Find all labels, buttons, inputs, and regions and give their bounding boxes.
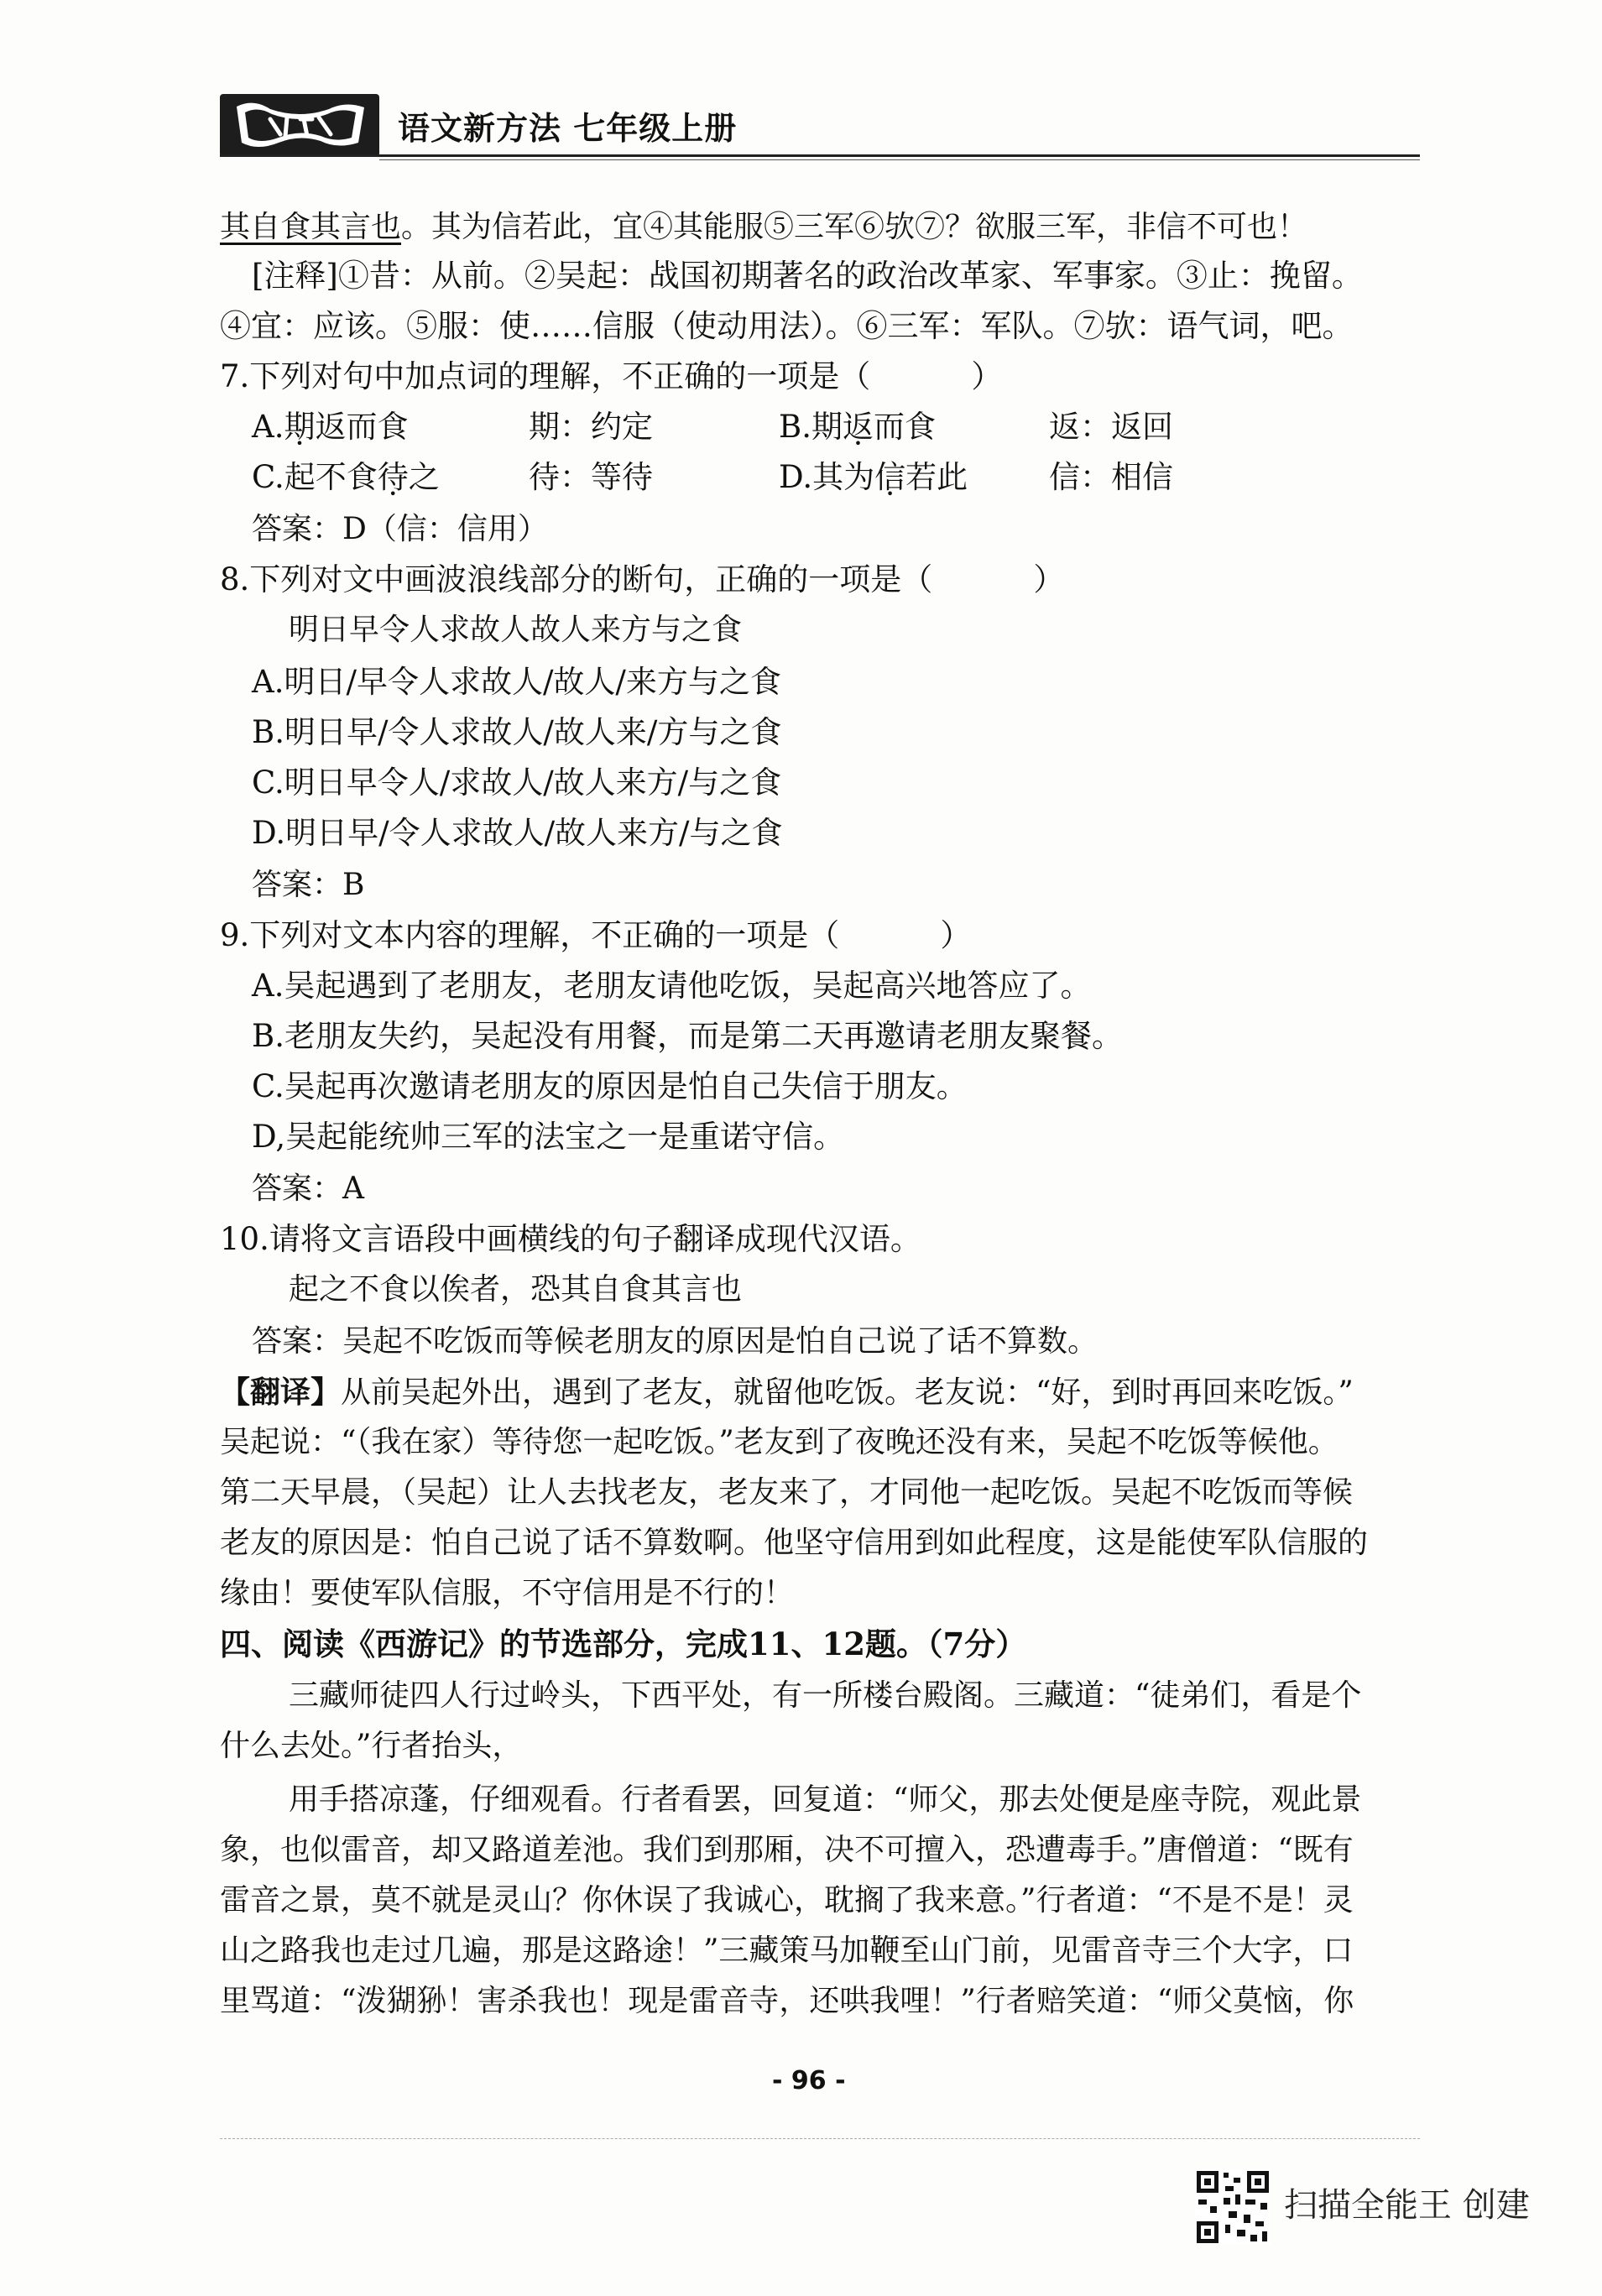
section-4-line-3: 用手搭凉蓬，仔细观看。行者看罢，回复道：“师父，那去处便是座寺院，观此景 [289, 1782, 1362, 1817]
section-4-line-2: 什么去处。”行者抬头， [220, 1729, 523, 1763]
section-4-line-5: 雷音之景，莫不就是灵山？你休误了我诚心，耽搁了我来意。”行者道：“不是不是！灵 [220, 1883, 1354, 1918]
question-9-stem: 9.下列对文本内容的理解，不正确的一项是（ ） [220, 917, 972, 953]
footer-rule [220, 2138, 1420, 2140]
q8-option-a: A.明日/早令人求故人/故人/来方与之食 [252, 664, 781, 700]
header-title: 语文新方法 七年级上册 [398, 110, 738, 147]
logo-emblem-icon [220, 94, 379, 157]
question-10-stem: 10.请将文言语段中画横线的句子翻译成现代汉语。 [220, 1221, 921, 1257]
translation-line-4: 老友的原因是：怕自己说了话不算数啊。他坚守信用到如此程度，这是能使军队信服的 [220, 1526, 1369, 1560]
q7-option-a: A.期返而食 [252, 409, 409, 445]
q8-option-b: B.明日早/令人求故人/故人来/方与之食 [252, 714, 782, 750]
q9-option-c: C.吴起再次邀请老朋友的原因是怕自己失信于朋友。 [252, 1068, 968, 1104]
q8-option-d: D.明日早/令人求故人/故人来方/与之食 [252, 815, 783, 851]
q7-option-c-gloss: 待：等待 [529, 459, 653, 495]
q7-option-b: B.期返而食 [779, 409, 936, 445]
q7-option-c: C.起不食待之 [252, 459, 440, 495]
section-4-line-6: 山之路我也走过几遍，那是这路途！”三藏策马加鞭至山门前，见雷音寺三个大字，口 [220, 1933, 1354, 1968]
passage-end: 其自食其言也。其为信若此，宜④其能服⑤三军⑥欤⑦？欲服三军，非信不可也！ [220, 210, 1308, 244]
header-rule-thin [379, 159, 1420, 160]
qr-code-icon [1195, 2169, 1271, 2245]
question-7-stem: 7.下列对句中加点词的理解，不正确的一项是（ ） [220, 358, 1003, 394]
q10-sentence: 起之不食以俟者，恐其自食其言也 [289, 1272, 743, 1307]
translation-line-2: 吴起说：“（我在家）等待您一起吃饭。”老友到了夜晚还没有来，吴起不吃饭等候他。 [220, 1425, 1338, 1459]
q10-answer: 答案：吴起不吃饭而等候老朋友的原因是怕自己说了话不算数。 [252, 1324, 1098, 1359]
q9-option-b: B.老朋友失约，吴起没有用餐，而是第二天再邀请老朋友聚餐。 [252, 1018, 1123, 1054]
section-4-heading: 四、阅读《西游记》的节选部分，完成11、12题。（7分） [220, 1625, 1027, 1662]
q9-answer: 答案：A [252, 1171, 364, 1206]
note-line-1: [注释]①昔：从前。②吴起：战国初期著名的政治改革家、军事家。③止：挽留。 [252, 258, 1363, 294]
section-4-line-7: 里骂道：“泼猢狲！害杀我也！现是雷音寺，还哄我哩！”行者赔笑道：“师父莫恼，你 [220, 1984, 1354, 2018]
q7-answer: 答案：D（信：信用） [252, 512, 548, 546]
q8-sentence: 明日早令人求故人故人来方与之食 [289, 613, 743, 647]
q9-option-a: A.吴起遇到了老朋友，老朋友请他吃饭，吴起高兴地答应了。 [252, 968, 1092, 1004]
section-4-line-1: 三藏师徒四人行过岭头，下西平处，有一所楼台殿阁。三藏道：“徒弟们，看是个 [289, 1678, 1362, 1713]
translation-line-1: 【翻译】从前吴起外出，遇到了老友，就留他吃饭。老友说：“好，到时再回来吃饭。” [220, 1375, 1354, 1410]
translation-line-3: 第二天早晨，（吴起）让人去找老友，老友来了，才同他一起吃饭。吴起不吃饭而等候 [220, 1475, 1354, 1510]
q7-option-d-gloss: 信：相信 [1049, 459, 1173, 495]
logo [220, 94, 379, 157]
q9-option-d: D,吴起能统帅三军的法宝之一是重诺守信。 [252, 1119, 845, 1155]
page-number: - 96 - [772, 2066, 846, 2095]
header-rule [220, 154, 1420, 157]
q8-option-c: C.明日早令人/求故人/故人来方/与之食 [252, 764, 782, 801]
page-header [220, 94, 1420, 157]
q7-option-a-gloss: 期：约定 [529, 409, 653, 445]
underlined-sentence: 其自食其言也 [220, 210, 402, 244]
question-8-stem: 8.下列对文中画波浪线部分的断句，正确的一项是（ ） [220, 561, 1065, 597]
q7-option-d: D.其为信若此 [779, 459, 968, 495]
translation-label: 【翻译】 [220, 1375, 342, 1410]
scanner-watermark: 扫描全能王 创建 [1284, 2186, 1530, 2225]
translation-line-5: 缘由！要使军队信服，不守信用是不行的！ [220, 1576, 795, 1610]
section-4-line-4: 象，也似雷音，却又路道差池。我们到那厢，决不可擅入，恐遭毒手。”唐僧道：“既有 [220, 1833, 1354, 1867]
q7-option-b-gloss: 返：返回 [1049, 409, 1173, 445]
q8-answer: 答案：B [252, 868, 365, 902]
note-line-2: ④宜：应该。⑤服：使……信服（使动用法）。⑥三军：军队。⑦欤：语气词，吧。 [220, 308, 1354, 344]
